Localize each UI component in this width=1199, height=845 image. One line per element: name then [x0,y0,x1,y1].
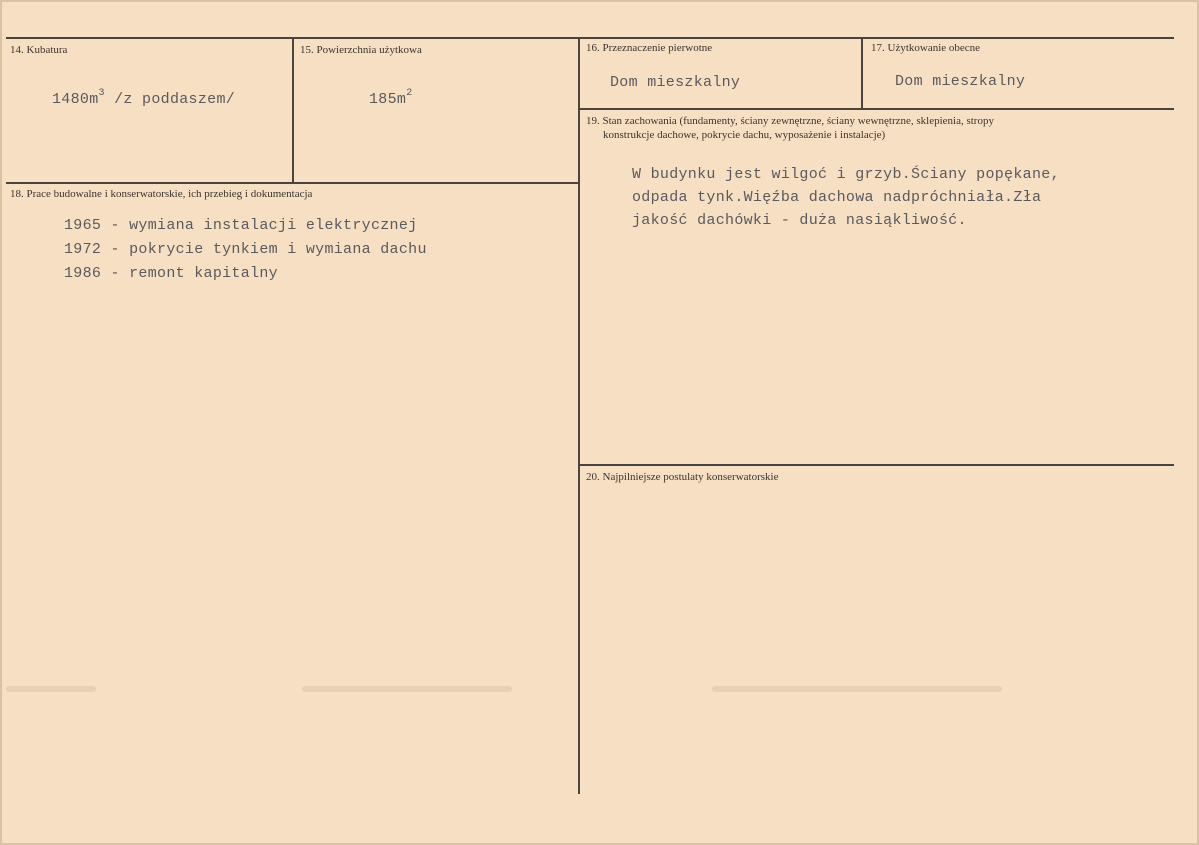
field-19-label-line2: konstrukcje dachowe, pokrycie dachu, wyposażenie i instalacje) [603,129,886,141]
kubatura-note: /z poddaszem/ [104,91,236,108]
field-18-entries [64,214,427,286]
kubatura-unit-sup: 3 [98,88,105,99]
kubatura-number: 1480m [52,91,99,108]
field-16-label: 16. Przeznaczenie pierwotne [586,42,713,54]
area-number: 185m [369,91,407,108]
paper-smudge [302,686,512,692]
field-17-value: Dom mieszkalny [895,73,1026,90]
field-20-label: 20. Najpilniejsze postulaty konserwatorskie [586,471,779,483]
field-16-value: Dom mieszkalny [610,74,741,91]
rule-under-19 [580,464,1174,466]
field-14-value [52,88,235,108]
top-rule [6,37,1174,39]
entry-1965: 1965 - wymiana instalacji elektrycznej [64,217,418,234]
field-19-description [632,163,1060,232]
field-14-label: 14. Kubatura [10,44,68,56]
paper-smudge [712,686,1002,692]
rule-under-14-15 [6,182,578,184]
field-17-label: 17. Użytkowanie obecne [871,42,981,54]
entry-1972: 1972 - pokrycie tynkiem i wymiana dachu [64,241,427,258]
condition-line-2: odpada tynk.Więźba dachowa nadpróchniała.Zła [632,189,1042,206]
field-15-label: 15. Powierzchnia użytkowa [300,44,422,56]
field-19-label-line1: 19. Stan zachowania (fundamenty, ściany zewnętrzne, ściany wewnętrzne, sklepienia, stropy [586,115,994,127]
field-15-value [369,88,413,108]
field-18-label: 18. Prace budowalne i konserwatorskie, ich przebieg i dokumentacja [10,188,313,200]
rule-under-16-17 [580,108,1174,110]
entry-1986: 1986 - remont kapitalny [64,265,278,282]
condition-line-3: jakość dachówki - duża nasiąkliwość. [632,212,967,229]
condition-line-1: W budynku jest wilgoć i grzyb.Ściany popękane, [632,166,1060,183]
rule-14-15 [292,39,294,182]
rule-16-17 [861,39,863,109]
center-rule [578,39,580,794]
area-unit-sup: 2 [406,88,413,99]
paper-smudge [6,686,96,692]
